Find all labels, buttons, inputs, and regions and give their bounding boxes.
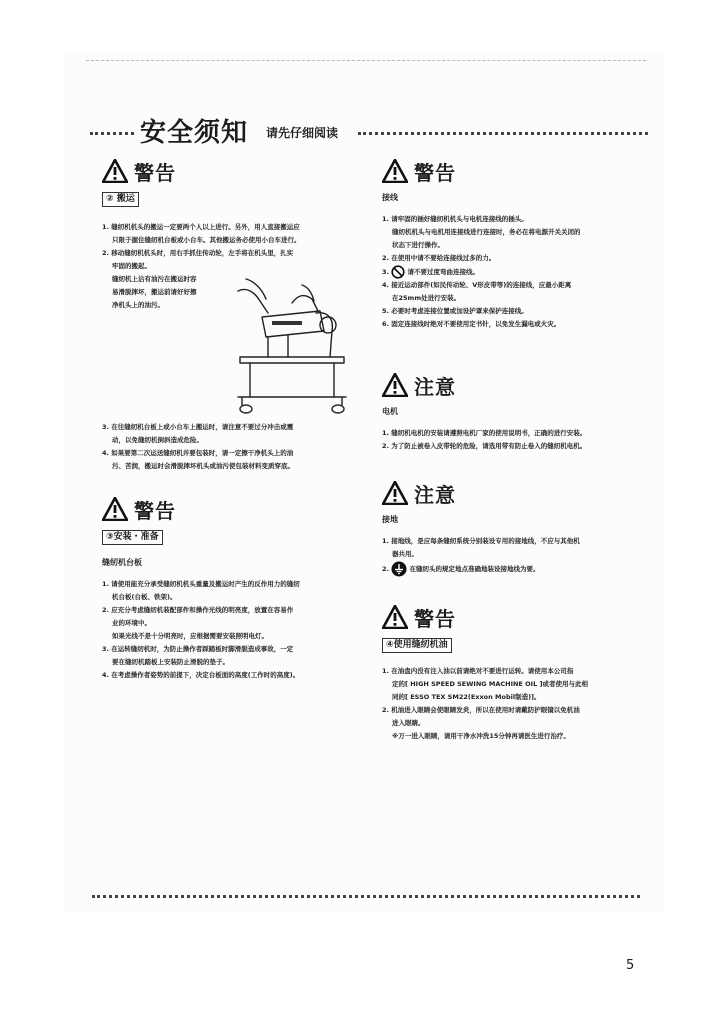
subheading: 接线 xyxy=(382,193,398,202)
section-body xyxy=(382,665,634,743)
list-item: ※万一进入眼睛，请用干净水冲洗15分钟再请医生进行治疗。 xyxy=(392,732,570,740)
heading-text: 注意 xyxy=(414,482,456,507)
list-item: 污、苦润，搬运时会滑脱摔坏机头或油污使包装材料变质穿底。 xyxy=(112,462,294,470)
list-item: 3. 在运转缝纫机时，为防止操作者踩踏板时脚滑脱造成事故，一定 xyxy=(102,645,294,653)
heading-text: 警告 xyxy=(134,498,176,523)
list-item: 1. 缝纫机电机的安装请遵照电机厂家的使用说明书，正确的进行安装。 xyxy=(382,429,587,437)
illustration-block xyxy=(102,273,354,421)
right-warning-wiring xyxy=(382,156,634,331)
heading-text: 警告 xyxy=(414,160,456,185)
section-heading xyxy=(382,478,634,508)
list-item: 1. 请牢固的插好缝纫机机头与电机连接线的插头。 xyxy=(382,215,528,223)
warning-triangle-icon xyxy=(382,159,408,183)
list-item: 1. 接地线，是应每条缝纫系统分别装设专用的接地线，不应与其他机 xyxy=(382,537,580,545)
list-item: 4. 在考虑操作者姿势的前提下，决定台板面的高度(工作时的高度)。 xyxy=(102,671,300,679)
section-heading xyxy=(102,156,354,186)
list-item: 动，以免缝纫机倒斜造成危险。 xyxy=(112,436,203,444)
list-item: 2. 机油进入眼睛会使眼睛发炎，所以在使用时请戴防护眼镜以免机油 xyxy=(382,706,580,714)
right-caution-ground xyxy=(382,478,634,577)
section-label: ② 搬运 xyxy=(102,192,139,207)
warning-triangle-icon xyxy=(102,159,128,183)
section-label: ④使用缝纫机油 xyxy=(382,638,452,653)
title-dots-left xyxy=(90,132,134,135)
section-heading xyxy=(382,370,634,400)
list-item-text: 在缝纫头的规定地点准确地装设接地线为要。 xyxy=(409,565,540,573)
section-body xyxy=(382,427,634,453)
right-caution-motor xyxy=(382,370,634,453)
list-item: 1. 缝纫机机头的搬运一定要两个人以上进行。另外，用人直接搬运应 xyxy=(102,223,300,231)
left-warning-transport xyxy=(102,156,354,473)
page-number: 5 xyxy=(626,958,635,973)
ground-icon xyxy=(391,561,407,577)
subheading: 缝纫机台板 xyxy=(102,558,142,567)
list-item: 2. 在缝纫头的规定地点准确地装设接地线为要。 xyxy=(382,561,634,577)
list-item: 缝纫机机头与电机用连接线进行连接时，务必在将电源开关关闭的 xyxy=(392,228,581,236)
list-item: 只限于握住缝纫机台板或小台车。其他搬运务必使用小台车进行。 xyxy=(112,236,301,244)
section-body xyxy=(382,535,634,577)
list-item: 6. 固定连接线时绝对不要使用定书针，以免发生漏电或火灾。 xyxy=(382,320,561,328)
title-dots-right xyxy=(358,132,648,135)
list-item: 定的[ HIGH SPEED SEWING MACHINE OIL ]或者使用与此相 xyxy=(392,680,588,688)
section-label: ③安装・准备 xyxy=(102,530,163,545)
list-item: 缝纫机上沾有油污在搬运时容 xyxy=(112,275,197,283)
page-title: 安全须知 xyxy=(140,118,249,148)
right-warning-oil xyxy=(382,602,634,743)
list-item: 1. 请使用能充分承受缝纫机机头重量及搬运时产生的反作用力的缝纫 xyxy=(102,580,300,588)
section-body xyxy=(382,213,634,331)
list-item: 4. 如果要第二次运送缝纫机并要包装时，请一定擦干净机头上的油 xyxy=(102,449,294,457)
page-subtitle: 请先仔细阅读 xyxy=(266,126,339,140)
heading-text: 注意 xyxy=(414,374,456,399)
warning-triangle-icon xyxy=(382,481,408,505)
list-item: 2. 应充分考虑缝纫机装配部件和操作光线的明亮度，放置在容易作 xyxy=(102,606,294,614)
list-item: 3. 在往缝纫机台板上或小台车上搬运时，请注意不要过分冲击或震 xyxy=(102,423,294,431)
list-item: 业的环境中。 xyxy=(112,619,151,627)
list-item: 在25mm处进行安装。 xyxy=(392,294,461,302)
list-item: 1. 在油盘内没有注入油以前请绝对不要进行运转。请使用本公司指 xyxy=(382,667,574,675)
bottom-divider xyxy=(92,895,640,898)
left-warning-install xyxy=(102,494,354,682)
section-heading xyxy=(382,156,634,186)
list-item: 如果光线不是十分明亮时，应根据需要安装照明电灯。 xyxy=(112,632,268,640)
heading-text: 警告 xyxy=(414,606,456,631)
no-bend-icon xyxy=(391,265,405,279)
list-item: 同的[ ESSO TEX SM22(Exxon Mobil制造)]。 xyxy=(392,693,541,701)
list-item: 2. 在使用中请不要给连接线过多的力。 xyxy=(382,254,496,262)
section-heading xyxy=(102,494,354,524)
list-item: 器共用。 xyxy=(392,550,418,558)
section-body xyxy=(102,221,354,473)
subheading: 电机 xyxy=(382,407,398,416)
warning-triangle-icon xyxy=(102,497,128,521)
list-item: 易滑脱摔坏，搬运前请好好擦 xyxy=(112,288,197,296)
list-item: 牢固的搬起。 xyxy=(112,262,151,270)
subheading: 接地 xyxy=(382,515,398,524)
page-title-row xyxy=(90,112,650,148)
list-item: 5. 必要时考虑连接位置或加设护罩来保护连接线。 xyxy=(382,307,528,315)
list-item: 2. 移动缝纫机机头时，用右手抓住传动轮，左手将在机头里，扎实 xyxy=(102,249,294,257)
heading-text: 警告 xyxy=(134,160,176,185)
list-item: 进入眼睛。 xyxy=(392,719,425,727)
top-divider xyxy=(86,60,646,61)
section-heading xyxy=(382,602,634,632)
list-item-text: 请不要过度弯曲连接线。 xyxy=(407,268,480,276)
list-item: 2. 为了防止被卷入皮带轮的危险，请选用带有防止卷入的缝纫机电机。 xyxy=(382,442,587,450)
list-item: 机台板(台板、铁架)。 xyxy=(112,593,177,601)
section-body xyxy=(102,578,354,682)
warning-triangle-icon xyxy=(382,373,408,397)
list-item: 要在缝纫机踏板上安装防止滑脱的垫子。 xyxy=(112,658,229,666)
list-item: 3. 请不要过度弯曲连接线。 xyxy=(382,265,634,279)
list-item: 4. 接近运动部件(如民传动轮、V形皮带等)的连接线，应最小距离 xyxy=(382,281,572,289)
list-item: 状态下进行操作。 xyxy=(392,241,444,249)
sewing-machine-illustration xyxy=(232,273,350,419)
warning-triangle-icon xyxy=(382,605,408,629)
list-item: 净机头上的油污。 xyxy=(112,301,164,309)
